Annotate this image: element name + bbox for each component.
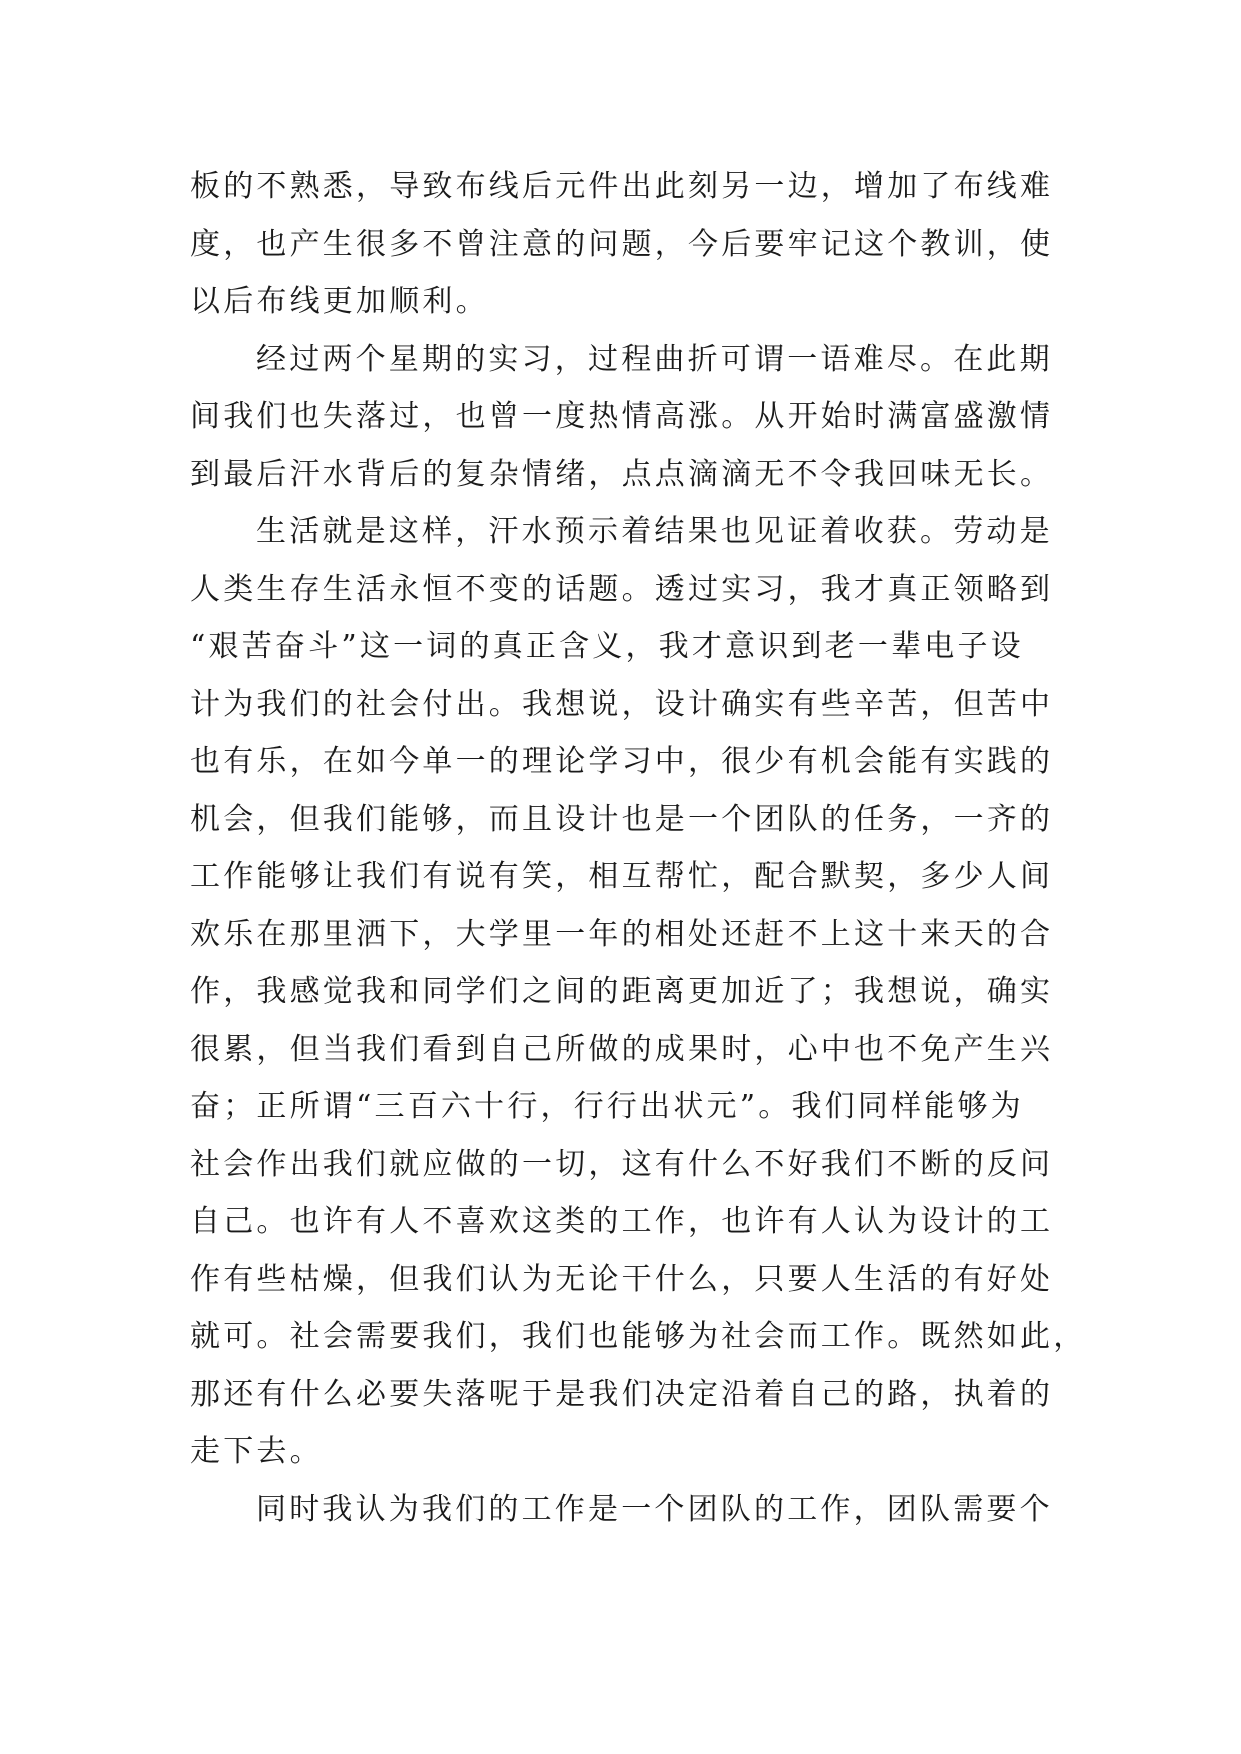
text-line: 很累，但当我们看到自己所做的成果时，心中也不免产生兴 <box>190 1031 1054 1067</box>
text-line: 作有些枯燥，但我们认为无论干什么，只要人生活的有好处 <box>190 1261 1054 1297</box>
text-line: 就可。社会需要我们，我们也能够为社会而工作。既然如此， <box>190 1319 1087 1354</box>
text-line: 自己。也许有人不喜欢这类的工作，也许有人认为设计的工 <box>190 1204 1054 1239</box>
text-line: 那还有什么必要失落呢于是我们决定沿着自己的路，执着的 <box>190 1376 1054 1412</box>
text-line: 计为我们的社会付出。我想说，设计确实有些辛苦，但苦中 <box>190 686 1054 722</box>
paragraph-first-line: 生活就是这样，汗水预示着结果也见证着收获。劳动是 <box>256 514 1053 549</box>
text-line: 人类生存生活永恒不变的话题。透过实习，我才真正领略到 <box>190 571 1054 607</box>
text-line: 到最后汗水背后的复杂情绪，点点滴滴无不令我回味无长。 <box>190 456 1054 492</box>
text-line: 走下去。 <box>190 1434 323 1469</box>
text-line: 工作能够让我们有说有笑，相互帮忙，配合默契，多少人间 <box>190 859 1054 894</box>
text-line: 以后布线更加顺利。 <box>190 284 489 319</box>
text-line: “艰苦奋斗”这一词的真正含义，我才意识到老一辈电子设 <box>190 629 1024 664</box>
text-line: 板的不熟悉，导致布线后元件出此刻另一边，增加了布线难 <box>190 169 1054 204</box>
paragraph-first-line: 经过两个星期的实习，过程曲折可谓一语难尽。在此期 <box>256 341 1053 377</box>
text-line: 间我们也失落过，也曾一度热情高涨。从开始时满富盛激情 <box>190 399 1054 434</box>
text-line: 作，我感觉我和同学们之间的距离更加近了；我想说，确实 <box>190 974 1054 1009</box>
text-line: 机会，但我们能够，而且设计也是一个团队的任务，一齐的 <box>190 801 1054 837</box>
text-line: 欢乐在那里洒下，大学里一年的相处还赶不上这十来天的合 <box>190 916 1054 952</box>
body-text <box>190 158 1087 1538</box>
paragraph-first-line: 同时我认为我们的工作是一个团队的工作，团队需要个 <box>256 1491 1053 1527</box>
text-line: 也有乐，在如今单一的理论学习中，很少有机会能有实践的 <box>190 744 1054 779</box>
text-line: 社会作出我们就应做的一切，这有什么不好我们不断的反问 <box>190 1146 1054 1182</box>
text-line: 奋；正所谓“三百六十行，行行出状元”。我们同样能够为 <box>190 1089 1024 1124</box>
text-line: 度，也产生很多不曾注意的问题，今后要牢记这个教训，使 <box>190 226 1054 262</box>
